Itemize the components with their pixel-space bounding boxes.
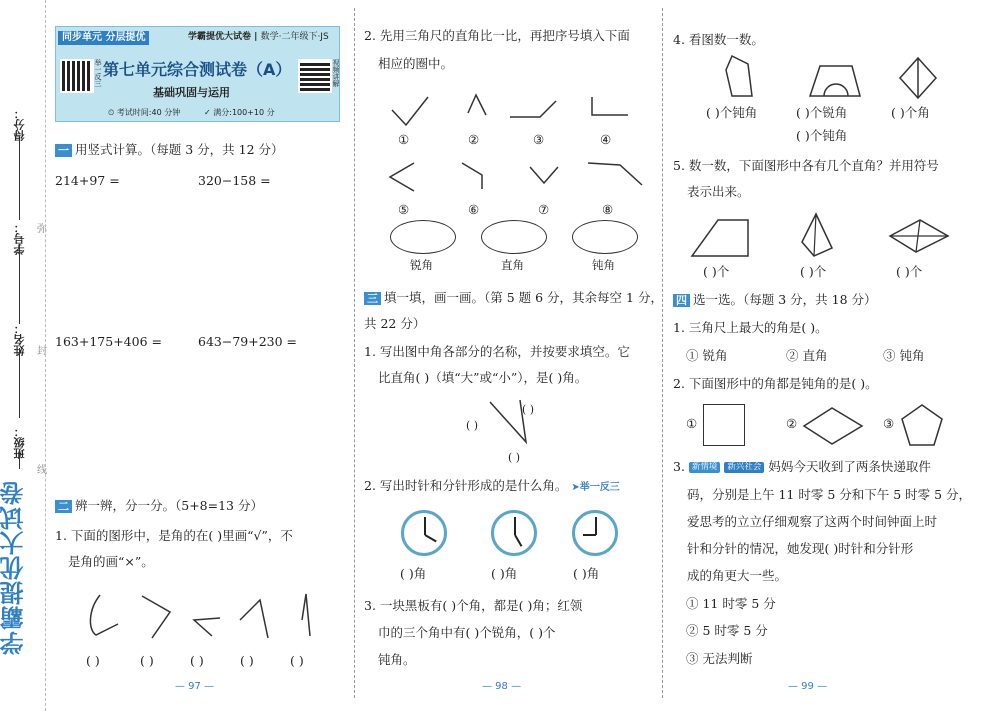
answer-oval-acute[interactable] [390, 220, 456, 254]
answer-paren[interactable]: ( ) [466, 419, 479, 432]
figure-label: ③ [533, 132, 545, 147]
seal-char: 线 [37, 465, 47, 476]
calc-item: 320−158 = [198, 173, 271, 188]
count-figures [700, 52, 960, 102]
page-number: — 97 — [175, 681, 215, 692]
section-1-heading: 一 用竖式计算。（每题 3 分，共 12 分） [55, 144, 284, 157]
count-answer[interactable]: ( )个钝角 [796, 128, 848, 143]
question-text: 1. 写出图中角各部分的名称，并按要求填空。它 [364, 344, 630, 359]
section-4-heading: 四 选一选。（每题 3 分，共 18 分） [673, 294, 877, 307]
choice-option[interactable]: ① 11 时零 5 分 [686, 596, 776, 611]
class-label: 班级： [13, 426, 26, 459]
question-text: 2. 先用三角尺的直角比一比，再把序号填入下面 [364, 28, 630, 43]
question-text: 3. 一块黑板有( )个角，都是( )角；红领 [364, 598, 583, 613]
count-answer[interactable]: ( )个 [703, 264, 730, 279]
question-text: 相应的圈中。 [378, 56, 454, 71]
question-text: 2. 下面图形中的角都是钝角的是( )。 [673, 376, 878, 391]
calc-item: 163+175+406 = [55, 334, 162, 349]
question-text: 爱思考的立立仔细观察了这两个时间钟面上时 [687, 514, 938, 529]
choice-option[interactable]: ① 锐角 [686, 348, 728, 363]
question-text: 成的角更大一些。 [687, 568, 788, 583]
qr-caption: 视频讲解 [332, 59, 340, 87]
question-text: 5. 数一数，下面图形中各有几个直角？并用符号 [673, 158, 939, 173]
question-text: 巾的三个角中有( )个锐角，( )个 [378, 625, 556, 640]
exam-time: ⏲ 考试时间:40 分钟 [108, 108, 181, 117]
brand-vertical: 学霸提优大试卷 [0, 480, 28, 655]
square-figure [703, 404, 745, 446]
header-card [55, 26, 340, 122]
figure-label: ② [468, 132, 480, 147]
section-number: 四 [673, 294, 690, 307]
answer-oval-obtuse[interactable] [572, 220, 638, 254]
exam-title: 第七单元综合测试卷（A） [103, 60, 292, 79]
angle-figures [80, 590, 330, 650]
choice-option[interactable]: ③ [883, 416, 895, 431]
calc-item: 643−79+230 = [198, 334, 298, 349]
question-text: 针和分针的情况，她发现( )时针和分针形 [687, 541, 914, 556]
question-text: 1. 三角尺上最大的角是( )。 [673, 320, 828, 335]
name-label: 姓名： [13, 323, 26, 356]
count-answer[interactable]: ( )个角 [891, 105, 930, 120]
section-3-heading-cont: 共 22 分） [364, 316, 426, 331]
question-text: 是角的画“×”。 [68, 554, 154, 569]
column-divider [45, 0, 46, 711]
section-number: 三 [364, 292, 381, 305]
clock-answer[interactable]: ( )角 [491, 566, 518, 581]
page-number: — 99 — [788, 681, 828, 692]
answer-paren[interactable]: ( ) [140, 653, 154, 668]
question-text: 钝角。 [378, 652, 416, 667]
figure-label: ⑤ [398, 202, 410, 217]
oval-label: 锐角 [410, 258, 433, 272]
section-3-heading: 三 填一填，画一画。（第 5 题 6 分，其余每空 1 分， [364, 292, 663, 305]
choice-option[interactable]: ③ 钝角 [883, 348, 925, 363]
question-text: 码，分别是上午 11 时零 5 分和下午 5 时零 5 分， [687, 487, 972, 502]
header-series: 学霸提优大试卷 | 数学·二年级下·JS [188, 32, 329, 42]
section-number: 一 [55, 144, 72, 157]
qr-code [62, 61, 92, 91]
answer-paren[interactable]: ( ) [522, 403, 535, 416]
score-label: 得分： [13, 108, 26, 141]
clock-face [572, 510, 618, 556]
question-text: 2. 写出时针和分针形成的是什么角。 ➤举一反三 [364, 478, 620, 493]
answer-paren[interactable]: ( ) [240, 653, 254, 668]
figure-label: ⑥ [468, 202, 480, 217]
column-divider [354, 8, 355, 698]
column-divider [662, 8, 663, 698]
extension-tag: ➤举一反三 [571, 482, 620, 493]
rhombus-figure [802, 404, 864, 448]
figure-label: ① [398, 132, 410, 147]
qr-code [300, 61, 330, 91]
social-tag: 新兴社会 [724, 462, 764, 473]
question-text: 4. 看图数一数。 [673, 32, 764, 47]
answer-paren[interactable]: ( ) [508, 451, 521, 464]
choice-option[interactable]: ① [686, 416, 698, 431]
seal-char: 弥 [37, 224, 47, 235]
oval-label: 钝角 [592, 258, 615, 272]
figure-label: ⑦ [538, 202, 550, 217]
clock-answer[interactable]: ( )角 [573, 566, 600, 581]
answer-oval-right[interactable] [481, 220, 547, 254]
section-2-heading: 二 辨一辨，分一分。（5+8=13 分） [55, 500, 263, 513]
choice-option[interactable]: ③ 无法判断 [686, 651, 753, 666]
right-angle-figures [690, 212, 960, 262]
choice-option[interactable]: ② 5 时零 5 分 [686, 623, 768, 638]
answer-paren[interactable]: ( ) [190, 653, 204, 668]
qr-caption: 举一反三 [94, 59, 102, 87]
question-text: 比直角( )（填“大”或“小”），是( )角。 [378, 370, 588, 385]
pentagon-figure [900, 403, 944, 447]
question-text: 1. 下面的图形中，是角的在( )里画“√”，不 [55, 528, 293, 543]
id-label: 学号： [13, 222, 26, 255]
binding-margin [0, 0, 50, 711]
clock-answer[interactable]: ( )角 [400, 566, 427, 581]
question-text: 3. 新情境 新兴社会 妈妈今天收到了两条快递取件 [673, 459, 931, 474]
choice-option[interactable]: ② [786, 416, 798, 431]
header-badge: 同步单元 分层提优 [58, 31, 149, 45]
choice-option[interactable]: ② 直角 [786, 348, 828, 363]
answer-paren[interactable]: ( ) [86, 653, 100, 668]
count-answer[interactable]: ( )个锐角 [796, 105, 848, 120]
figure-label: ⑧ [602, 202, 614, 217]
count-answer[interactable]: ( )个 [896, 264, 923, 279]
section-number: 二 [55, 500, 72, 513]
seal-char: 封 [37, 346, 47, 357]
page-number: — 98 — [482, 681, 522, 692]
count-answer[interactable]: ( )个 [800, 264, 827, 279]
oval-label: 直角 [501, 258, 524, 272]
figure-label: ④ [600, 132, 612, 147]
clock-face [401, 510, 447, 556]
exam-score: ✓ 满分:100+10 分 [204, 108, 275, 117]
new-context-tag: 新情境 [689, 462, 721, 473]
answer-paren[interactable]: ( ) [290, 653, 304, 668]
clock-face [491, 510, 537, 556]
question-text: 表示出来。 [687, 184, 750, 199]
calc-item: 214+97 = [55, 173, 120, 188]
count-answer[interactable]: ( )个钝角 [706, 105, 758, 120]
exam-subtitle: 基础巩固与运用 [153, 86, 230, 99]
